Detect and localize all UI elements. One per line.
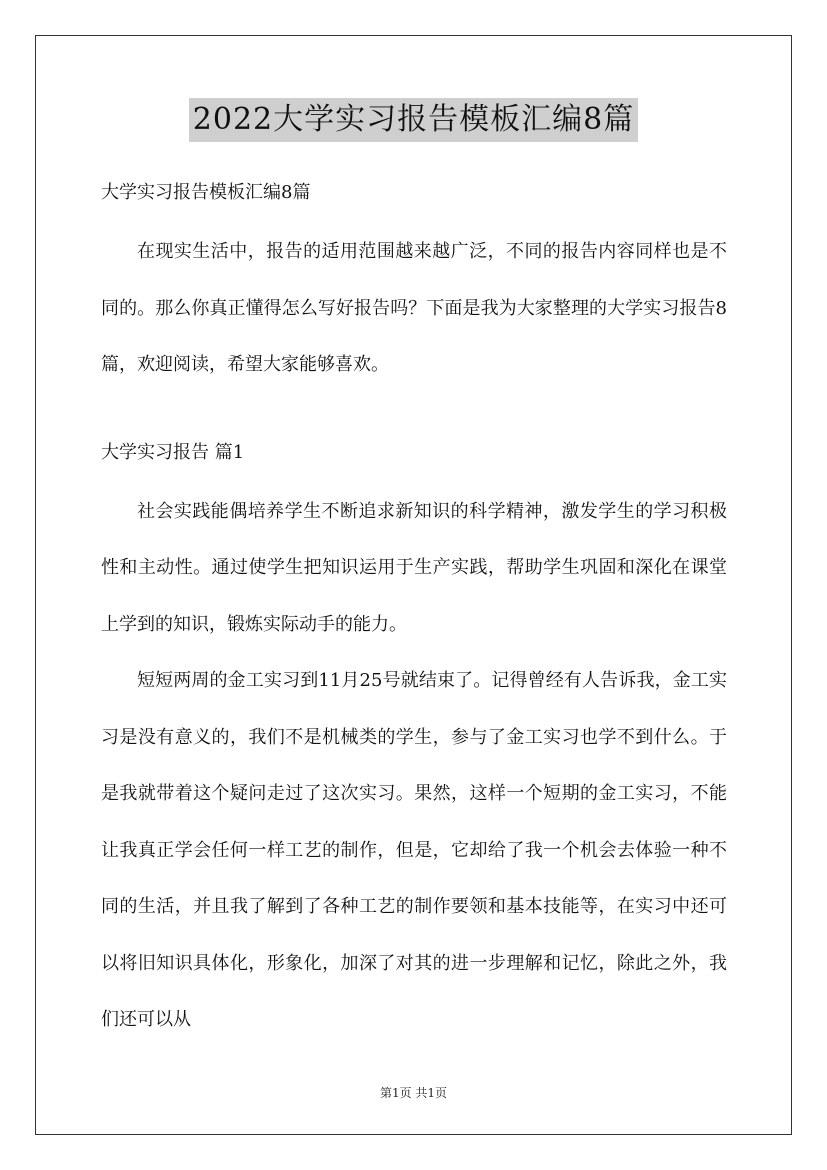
title-container	[0, 98, 827, 142]
spacer	[101, 216, 727, 224]
intro-paragraph: 在现实生活中，报告的适用范围越来越广泛，不同的报告内容同样也是不同的。那么你真正懂得怎么写好报告吗？下面是我为大家整理的大学实习报告8篇，欢迎阅读，希望大家能够喜欢。	[101, 241, 727, 375]
document-subtitle: 大学实习报告模板汇编8篇	[101, 182, 311, 203]
spacer	[101, 394, 727, 430]
document-title: 2022大学实习报告模板汇编8篇	[189, 98, 638, 142]
section-paragraph: 短短两周的金工实习到11月25号就结束了。记得曾经有人告诉我，金工实习是没有意义的，我们不是机械类的学生，参与了金工实习也学不到什么。于是我就带着这个疑问走过了这次实习。果然，这样一个短期的金工实习，不能让我真正学会任何一样工艺的制作，但是，它却给了我一个机会去体验一种不同的生活，并且我了解到了各种工艺的制作要领和基本技能等，在实习中还可以将旧知识具体化，形象化，加深了对其的进一步理解和记忆，除此之外，我们还可以从	[101, 670, 727, 1030]
section-paragraph: 社会实践能偶培养学生不断追求新知识的科学精神，激发学生的学习积极性和主动性。通过使学生把知识运用于生产实践，帮助学生巩固和深化在课堂上学到的知识，锻炼实际动手的能力。	[101, 500, 727, 635]
spacer	[101, 476, 727, 484]
page-footer: 第1页 共1页	[379, 1086, 448, 1100]
document-body	[101, 170, 727, 1049]
section-heading: 大学实习报告 篇1	[101, 441, 245, 463]
